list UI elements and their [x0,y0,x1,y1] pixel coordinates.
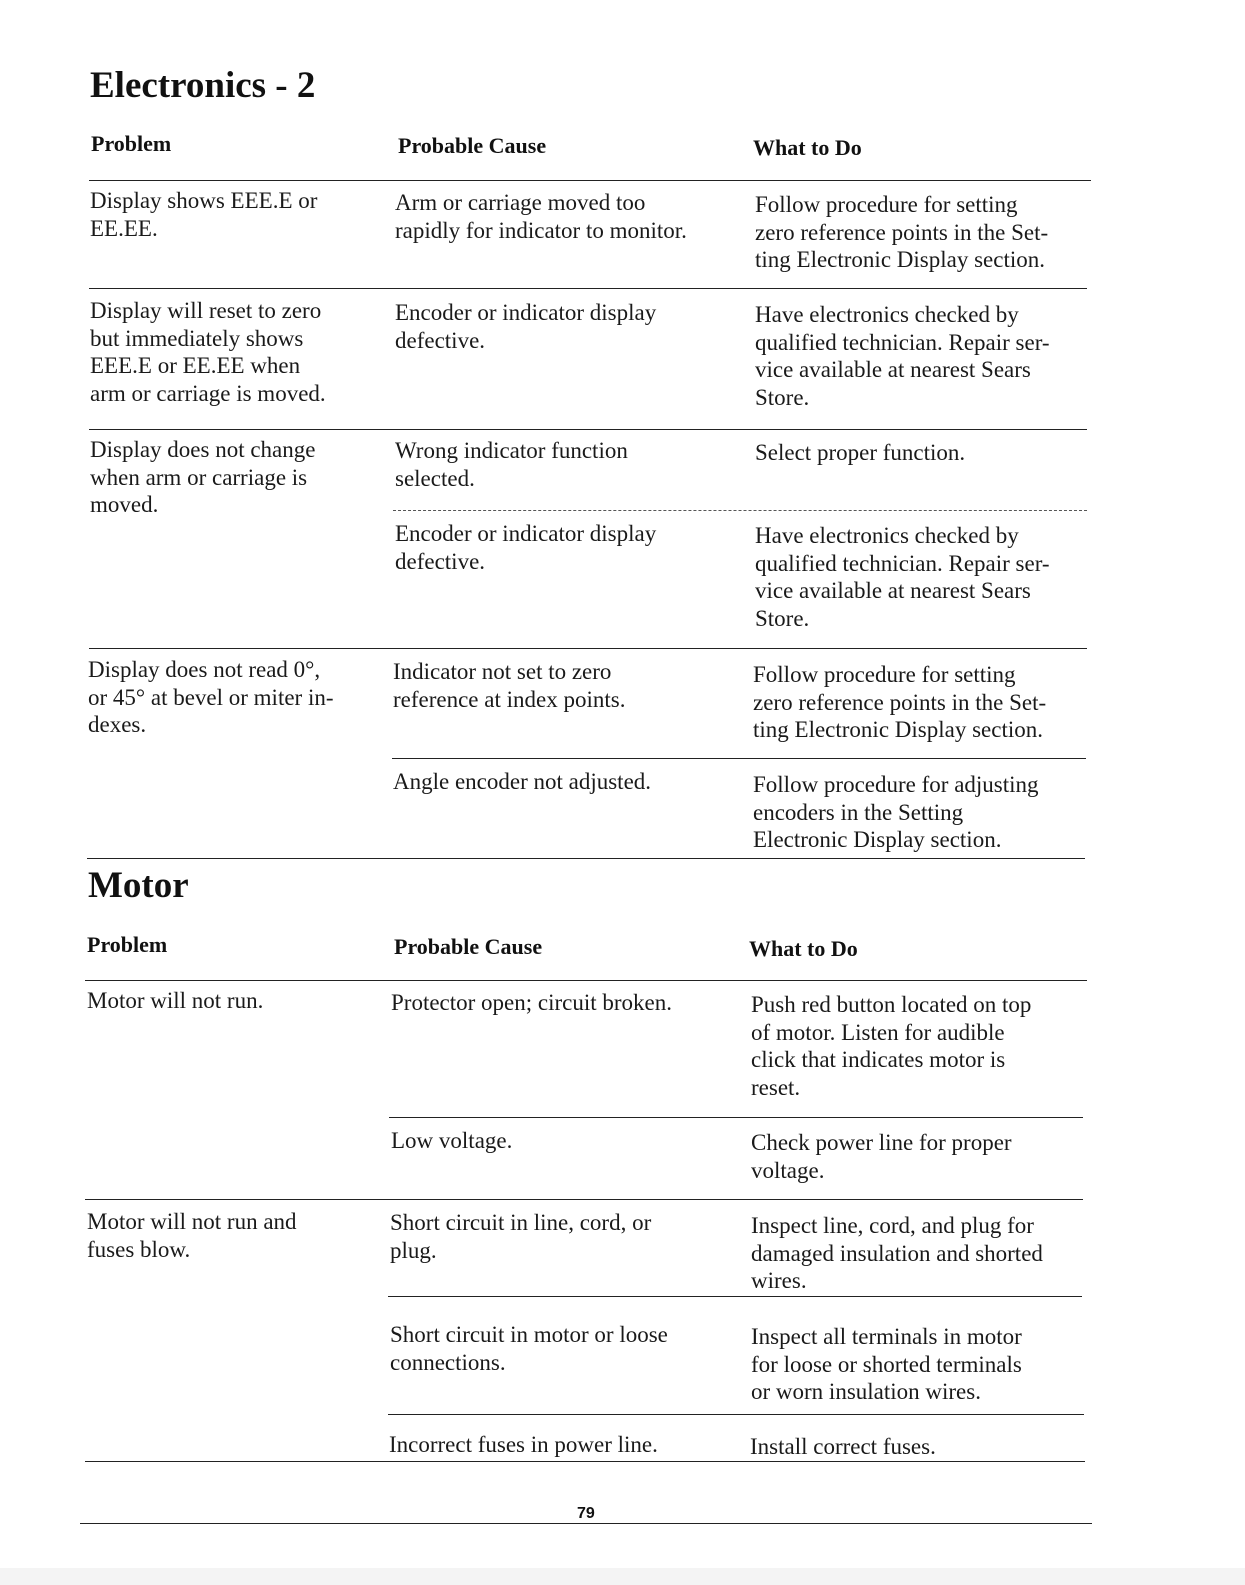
cause-cell: Short circuit in line, cord, or plug. [390,1210,652,1263]
problem-cell: Motor will not run. [87,988,264,1013]
section-title-electronics: Electronics - 2 [90,65,316,106]
problem-cell: Display will reset to zero but immediately shows EEE.E or EE.EE when arm or carriage is moved. [90,298,326,406]
problem-cell: Display does not change when arm or carriage is moved. [90,437,316,517]
todo-cell: Install correct fuses. [750,1434,936,1459]
header-rule [89,180,1091,181]
column-header-todo: What to Do [753,135,862,160]
todo-cell: Have electronics checked by qualified technician. Repair ser- vice available at nearest Sears Store. [755,523,1050,631]
section-end-rule [87,858,1085,859]
footer-rule [80,1523,1092,1524]
cause-cell: Wrong indicator function selected. [395,438,628,491]
problem-cell: Motor will not run and fuses blow. [87,1209,297,1262]
header-rule [85,980,1087,981]
column-header-cause: Probable Cause [398,133,547,158]
column-header-problem: Problem [91,131,172,156]
sub-row-divider [388,1414,1084,1415]
cause-cell: Encoder or indicator display defective. [395,300,657,353]
todo-cell: Follow procedure for setting zero reference points in the Set- ting Electronic Display section. [755,192,1049,272]
todo-cell: Follow procedure for setting zero reference points in the Set- ting Electronic Display section. [753,662,1047,742]
sub-row-divider [388,1296,1082,1297]
cause-cell: Angle encoder not adjusted. [393,769,652,794]
todo-cell: Select proper function. [755,440,966,465]
row-divider [89,288,1087,289]
section-end-rule [85,1461,1085,1462]
cause-cell: Protector open; circuit broken. [391,990,673,1015]
todo-cell: Inspect all terminals in motor for loose or shorted terminals or worn insulation wires. [751,1324,1022,1404]
row-divider [85,1199,1083,1200]
problem-cell: Display shows EEE.E or EE.EE. [90,188,318,241]
todo-cell: Inspect line, cord, and plug for damaged insulation and shorted wires. [751,1213,1043,1293]
column-header-cause: Probable Cause [394,934,543,959]
todo-cell: Push red button located on top of motor. Listen for audible click that indicates motor is reset. [751,992,1032,1100]
cause-cell: Incorrect fuses in power line. [389,1432,658,1457]
cause-cell: Low voltage. [391,1128,513,1153]
column-header-todo: What to Do [749,936,858,961]
todo-cell: Follow procedure for adjusting encoders in the Setting Electronic Display section. [753,772,1039,852]
cause-cell: Encoder or indicator display defective. [395,521,657,574]
row-divider [89,648,1087,649]
sub-row-divider [389,1117,1083,1118]
section-title-motor: Motor [88,865,189,906]
todo-cell: Have electronics checked by qualified technician. Repair ser- vice available at nearest Sears Store. [755,302,1050,410]
problem-cell: Display does not read 0°, or 45° at bevel or miter in- dexes. [88,657,334,737]
sub-row-divider [392,758,1086,759]
column-header-problem: Problem [87,932,168,957]
cause-cell: Indicator not set to zero reference at index points. [393,659,626,712]
page-number: 79 [577,1505,595,1522]
scan-bottom-edge [0,1568,1245,1585]
sub-row-divider [393,510,1087,511]
cause-cell: Arm or carriage moved too rapidly for indicator to monitor. [395,190,687,243]
todo-cell: Check power line for proper voltage. [751,1130,1012,1183]
row-divider [89,429,1087,430]
cause-cell: Short circuit in motor or loose connections. [390,1322,668,1375]
